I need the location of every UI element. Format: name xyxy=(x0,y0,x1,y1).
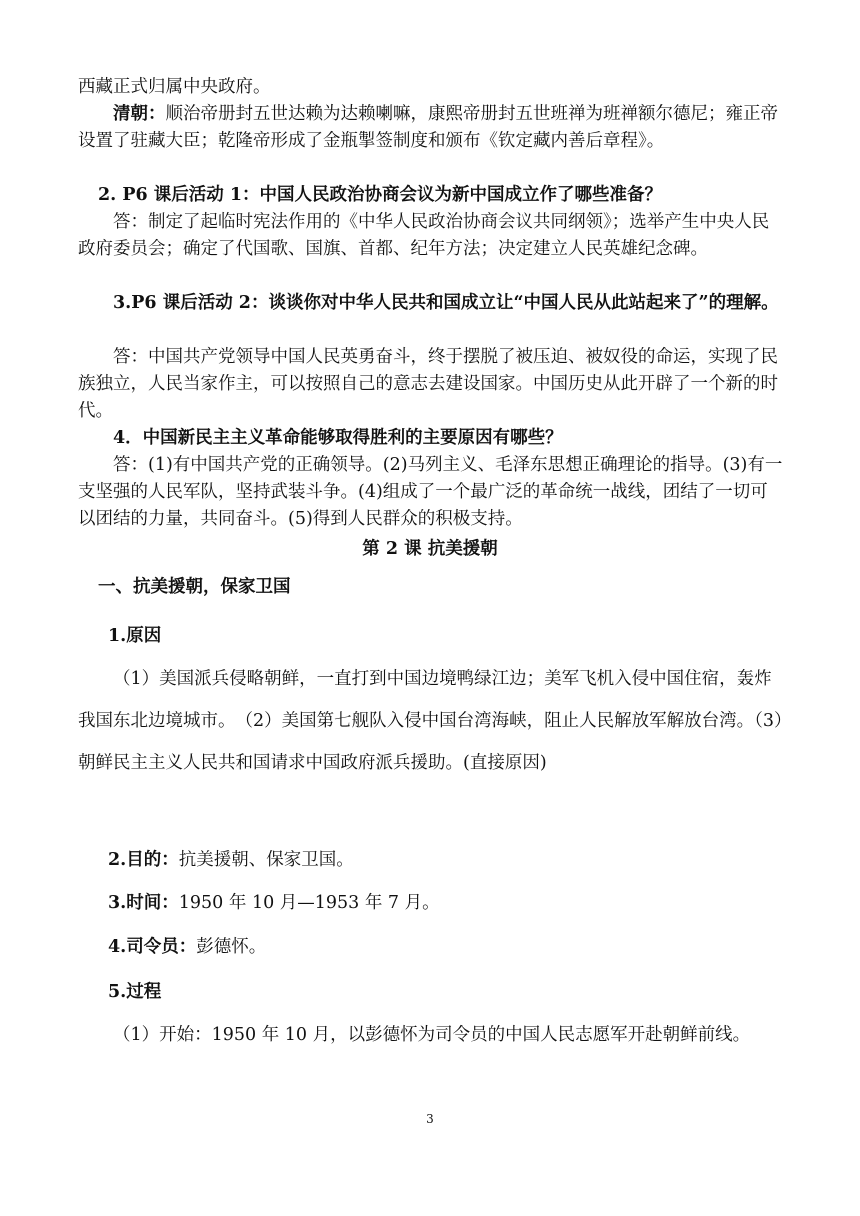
lesson-title: 第 2 课 抗美援朝 xyxy=(362,539,498,559)
cause-heading: 1.原因 xyxy=(108,626,162,646)
commander-label: 4.司令员： xyxy=(108,937,197,957)
answer-2: 答：制定了起临时宪法作用的《中华人民政治协商会议共同纲领》；选举产生中央人民政府委员会；确定了代国歌、国旗、首都、纪年方法；决定建立人民英雄纪念碑。 xyxy=(78,212,770,259)
section-heading: 一、抗美援朝，保家卫国 xyxy=(98,577,291,597)
commander-line xyxy=(108,933,813,961)
purpose-label: 2.目的： xyxy=(108,850,179,870)
process-heading: 5.过程 xyxy=(108,982,162,1002)
time-line xyxy=(108,889,813,917)
time-text: 1950 年 10 月—1953 年 7 月。 xyxy=(178,893,440,913)
commander-text: 彭德怀。 xyxy=(196,937,267,957)
purpose-line xyxy=(108,846,813,874)
question-3: 3.P6 课后活动 2：谈谈你对中华人民共和国成立让“中国人民从此站起来了”的理解。 xyxy=(113,293,779,313)
qing-label: 清朝： xyxy=(113,104,166,124)
purpose-text: 抗美援朝、保家卫国。 xyxy=(178,850,354,870)
paragraph-qing xyxy=(78,101,783,155)
cause-text: （1）美国派兵侵略朝鲜，一直打到中国边境鸭绿江边；美军飞机入侵中国住宿，轰炸我国东北边境城市。 （2）美国第七舰队入侵中国台湾海峡，阻止人民解放军解放台湾。（3）朝鲜民主主义人民共和国请求中国政府派兵援助。(直接原因) xyxy=(78,669,783,773)
process-text: （1）开始：1950 年 10 月，以彭德怀为司令员的中国人民志愿军开赴朝鲜前线。 xyxy=(113,1025,751,1045)
answer-4: 答：(1)有中国共产党的正确领导。(2)马列主义、毛泽东思想正确理论的指导。(3)有一支坚强的人民军队，坚持武装斗争。(4)组成了一个最广泛的革命统一战线，团结了一切可以团结的力量，共同奋斗。(5)得到人民群众的积极支持。 xyxy=(78,455,783,529)
qing-text: 顺治帝册封五世达赖为达赖喇嘛，康熙帝册封五世班禅为班禅额尔德尼；雍正帝设置了驻藏大臣；乾隆帝形成了金瓶掣签制度和颁布《钦定藏内善后章程》。 xyxy=(78,104,778,151)
question-4: 4．中国新民主主义革命能够取得胜利的主要原因有哪些？ xyxy=(113,428,563,448)
page-number: 3 xyxy=(426,1112,434,1126)
time-label: 3.时间： xyxy=(108,893,179,913)
answer-3: 答：中国共产党领导中国人民英勇奋斗，终于摆脱了被压迫、被奴役的命运，实现了民族独立，人民当家作主，可以按照自己的意志去建设国家。中国历史从此开辟了一个新的时代。 xyxy=(78,347,778,421)
question-2: 2. P6 课后活动 1：中国人民政治协商会议为新中国成立作了哪些准备？ xyxy=(98,185,663,205)
paragraph-tibet-end: 西藏正式归属中央政府。 xyxy=(78,77,271,97)
